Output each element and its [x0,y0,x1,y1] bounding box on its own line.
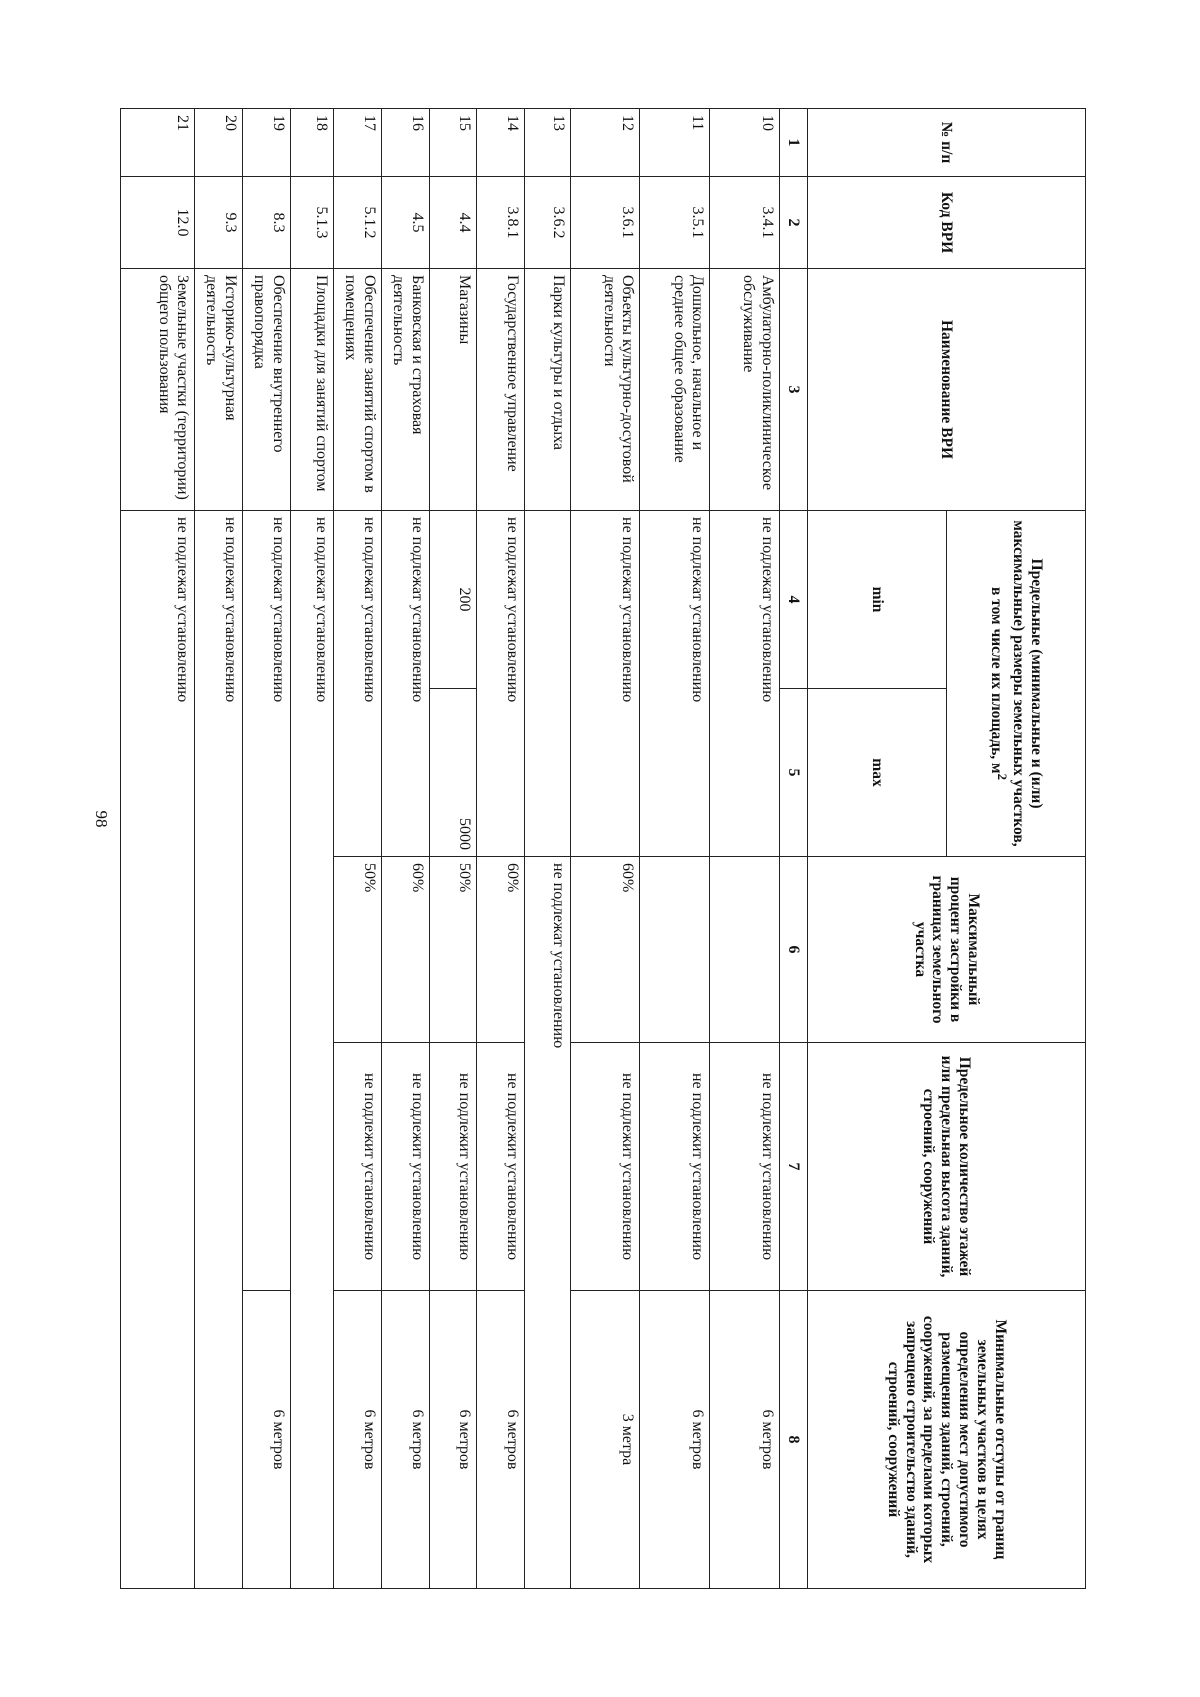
cell-percent: 60% [570,857,640,1043]
cell-num: 14 [477,109,525,177]
cell-code: 8.3 [242,177,290,269]
page-number: 98 [92,810,111,828]
cell-setback: 6 метров [381,1291,429,1589]
cell-size: не подлежат установлению [710,511,780,857]
cell-name: Площадки для занятий спортом [290,269,333,511]
header-floors: Предельное количество этажей или предельная высота зданий, строений, сооружений [807,1043,1085,1291]
colnum: 6 [779,857,807,1043]
cell-num: 21 [121,109,195,177]
cell-max: 5000 [429,689,477,857]
cell-name: Обеспечение внутреннего правопорядка [242,269,290,511]
cell-floors: не подлежит установлению [710,1043,780,1291]
cell-size: не подлежат установлению [570,511,640,857]
cell-code: 3.6.2 [525,177,571,269]
cell-floors: не подлежит установлению [570,1043,640,1291]
column-number-row [779,109,807,1589]
cell-code: 5.1.3 [290,177,333,269]
header-size-sup: 2 [995,773,1011,781]
cell-code: 3.6.1 [570,177,640,269]
header-percent: Максимальный процент застройки в границах земельного участка [807,857,1085,1043]
cell-num: 13 [525,109,571,177]
cell-code: 5.1.2 [334,177,382,269]
cell-num: 11 [640,109,710,177]
cell-code: 3.4.1 [710,177,780,269]
cell-setback: 6 метров [477,1291,525,1589]
colnum: 2 [779,177,807,269]
cell-merged-all: не подлежат установлению [525,857,571,1589]
header-max: max [807,689,946,857]
cell-name: Парки культуры и отдыха [525,269,571,511]
cell-name: Амбулаторно-поликлиническое обслуживание [710,269,780,511]
cell-num: 16 [381,109,429,177]
table-row [429,109,477,1589]
cell-floors: не подлежит установлению [477,1043,525,1291]
cell-percent [640,857,710,1043]
table-row [242,109,290,1589]
cell-percent: 60% [381,857,429,1043]
cell-num: 18 [290,109,333,177]
header-row [946,109,1085,1589]
cell-size: не подлежат установлению [290,511,333,1589]
cell-min: 200 [429,511,477,689]
cell-num: 20 [194,109,242,177]
table-row [290,109,333,1589]
cell-num: 17 [334,109,382,177]
cell-code: 3.5.1 [640,177,710,269]
cell-code: 12.0 [121,177,195,269]
cell-code: 3.8.1 [477,177,525,269]
cell-name: Объекты культурно-досуговой деятельности [570,269,640,511]
table-row [334,109,382,1589]
cell-size: не подлежат установлению [477,511,525,857]
cell-name: Земельные участки (территории) общего пользования [121,269,195,511]
colnum: 8 [779,1291,807,1589]
cell-floors: не подлежит установлению [381,1043,429,1291]
regulations-table [120,108,1086,1589]
cell-name: Дошкольное, начальное и среднее общее образование [640,269,710,511]
table-row [710,109,780,1589]
cell-size: не подлежат установлению [242,511,290,1291]
cell-num: 12 [570,109,640,177]
cell-size: не подлежат установлению [381,511,429,857]
colnum: 3 [779,269,807,511]
cell-num: 10 [710,109,780,177]
cell-size: не подлежат установлению [194,511,242,1589]
cell-name: Банковская и страховая деятельность [381,269,429,511]
cell-name: Государственное управление [477,269,525,511]
header-min: min [807,511,946,689]
cell-name: Обеспечение занятий спортом в помещениях [334,269,382,511]
header-num: № п/п [807,109,1085,177]
colnum: 7 [779,1043,807,1291]
cell-setback: 3 метра [570,1291,640,1589]
cell-setback: 6 метров [242,1291,290,1589]
table-row [381,109,429,1589]
cell-code: 4.5 [381,177,429,269]
cell-size: не подлежат установлению [640,511,710,857]
cell-setback: 6 метров [334,1291,382,1589]
table-row [194,109,242,1589]
cell-size [525,511,571,857]
header-code: Код ВРИ [807,177,1085,269]
cell-floors: не подлежит установлению [640,1043,710,1291]
colnum: 5 [779,689,807,857]
header-setback: Минимальные отступы от границ земельных участков в целях определения мест допустимого размещения зданий, строений, сооружений, за пределами которых запрещено строительство зданий, строений, сооружений [807,1291,1085,1589]
table-row [570,109,640,1589]
table-row [477,109,525,1589]
cell-percent: 60% [477,857,525,1043]
cell-percent: 50% [334,857,382,1043]
cell-percent: 50% [429,857,477,1043]
cell-setback: 6 метров [710,1291,780,1589]
cell-num: 19 [242,109,290,177]
cell-code: 4.4 [429,177,477,269]
colnum: 1 [779,109,807,177]
cell-floors: не подлежит установлению [429,1043,477,1291]
cell-name: Историко-культурная деятельность [194,269,242,511]
cell-floors: не подлежит установлению [334,1043,382,1291]
cell-percent [710,857,780,1043]
table-row [525,109,571,1589]
rotated-table-wrapper [120,108,1086,1588]
cell-name: Магазины [429,269,477,511]
table-row [640,109,710,1589]
cell-size: не подлежат установлению [121,511,195,1589]
header-name: Наименование ВРИ [807,269,1085,511]
cell-code: 9.3 [194,177,242,269]
cell-setback: 6 метров [429,1291,477,1589]
header-size [946,511,1085,857]
table-row [121,109,195,1589]
cell-setback: 6 метров [640,1291,710,1589]
cell-size: не подлежат установлению [334,511,382,857]
colnum: 4 [779,511,807,689]
cell-num: 15 [429,109,477,177]
header-size-text: Предельные (минимальные и (или) максимальные) размеры земельных участков, в том числе их площадь, м [987,520,1045,847]
